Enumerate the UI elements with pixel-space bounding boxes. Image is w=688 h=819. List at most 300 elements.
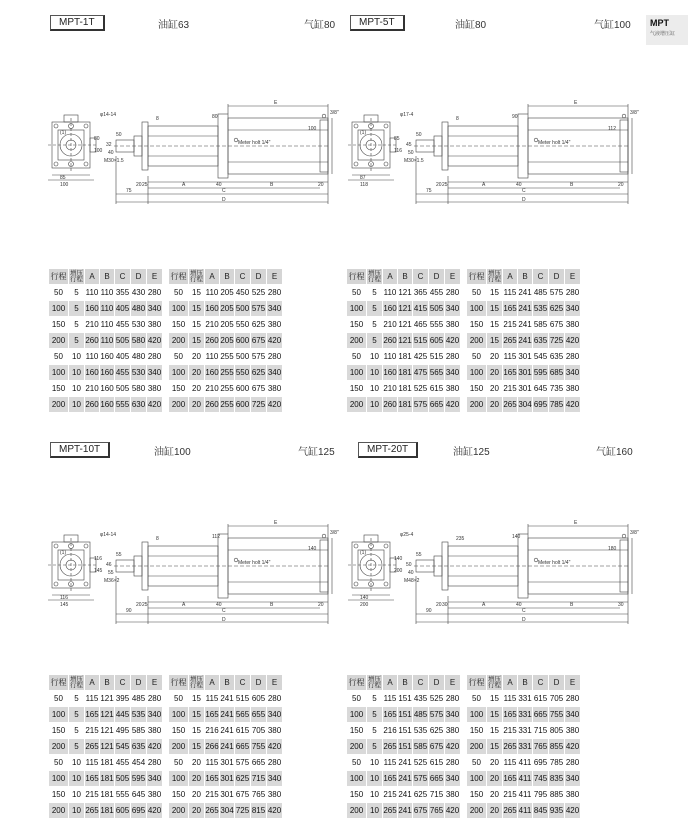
table-cell: 210 [205,317,220,333]
table-cell: 430 [131,285,147,301]
table-cell: 280 [445,691,461,707]
table-cell: 200 [347,333,367,349]
col-header-e: E [267,675,283,691]
col-header-e: E [147,269,163,285]
table-cell: 625 [235,771,251,787]
table-cell: 20 [487,365,503,381]
table-cell: 20 [189,381,205,397]
table-cell: 50 [347,285,367,301]
table-cell: 420 [267,397,283,413]
dim-tab: 55 [416,552,422,558]
dim-d2: 55 [108,570,114,576]
table-cell: 50 [49,691,69,707]
table-cell: 50 [49,349,69,365]
table-cell: 115 [503,349,518,365]
mount-hole-spec: φ14-14 [100,112,117,118]
table-cell: 695 [131,803,147,819]
dim-width-inner: 116 [60,595,68,601]
table-cell: 340 [445,771,461,787]
table-cell: 420 [445,333,461,349]
table-cell: 585 [413,739,429,755]
table-cell: 100 [49,771,69,787]
table-row [49,691,283,707]
table-cell: 50 [169,755,189,771]
table-cell: 181 [100,755,115,771]
table-cell: 340 [445,301,461,317]
table-row [347,333,581,349]
table-row [347,381,581,397]
table-cell: 15 [487,723,503,739]
table-cell: 380 [565,723,581,739]
table-cell: 635 [131,739,147,755]
table-cell: 605 [115,803,131,819]
dim-h2: 140 [512,534,521,540]
table-cell: 585 [533,317,549,333]
cap-label: (1) [360,130,367,136]
table-cell: 380 [267,723,283,739]
table-cell: 635 [533,333,549,349]
dim-square-outer: 116 [394,148,402,154]
dim-tab: 55 [116,552,122,558]
col-header-a: A [383,675,398,691]
table-cell: 265 [205,803,220,819]
table-cell: 150 [467,317,487,333]
dim-square-outer: 100 [94,148,103,154]
table-cell: 150 [169,787,189,803]
table-cell: 181 [398,365,413,381]
table-cell: 50 [169,349,189,365]
table-cell: 150 [49,723,69,739]
table-cell: 150 [169,317,189,333]
table-cell: 215 [85,787,100,803]
table-cell: 110 [100,285,115,301]
table-cell: 160 [383,365,398,381]
meter-hole: Meter holt 1/4" [238,560,271,566]
table-cell: 575 [235,755,251,771]
col-header-b: B [518,269,533,285]
table-cell: 420 [267,333,283,349]
table-cell: 100 [169,365,189,381]
table-cell: 301 [518,365,533,381]
table-row [347,707,581,723]
table-cell: 110 [100,317,115,333]
table-cell: 485 [413,707,429,723]
col-header-stroke: 行程 [347,269,367,285]
table-cell: 241 [518,333,533,349]
col-header-stroke: 行程 [467,269,487,285]
table-cell: 15 [487,333,503,349]
oil-cylinder-spec: 油缸80 [455,20,487,31]
table-cell: 465 [413,317,429,333]
table-cell: 635 [549,349,565,365]
table-cell: 815 [251,803,267,819]
table-cell: 411 [518,787,533,803]
table-cell: 10 [69,349,85,365]
table-cell: 565 [429,365,445,381]
header-boost-line1: 增压 [488,269,501,277]
col-header-e: E [445,675,461,691]
table-cell: 10 [69,803,85,819]
dim-mid: 40 [216,182,222,188]
table-cell: 331 [518,707,533,723]
table-cell: 260 [383,333,398,349]
table-cell: 241 [398,771,413,787]
table-cell: 420 [565,397,581,413]
table-cell: 165 [383,771,398,787]
air-cylinder-spec: 气缸100 [594,20,631,31]
table-cell: 200 [467,803,487,819]
header-boost-line1: 增压 [488,675,501,683]
col-header-e: E [147,675,163,691]
dim-A: A [482,602,486,608]
dim-end: 20 [318,602,324,608]
header-boost-line1: 增压 [368,269,381,277]
table-cell: 625 [429,723,445,739]
meter-hole: Meter holt 1/4" [538,140,571,146]
air-cylinder-spec: 气缸160 [596,447,633,458]
table-cell: 100 [49,301,69,317]
col-header-c: C [235,269,251,285]
side-tag-subtitle: 气液增压缸 [650,31,676,37]
table-cell: 151 [398,691,413,707]
table-cell: 340 [267,301,283,317]
col-header-boost-stroke [189,675,205,691]
table-cell: 645 [533,381,549,397]
table-cell: 525 [251,285,267,301]
table-cell: 405 [115,349,131,365]
table-cell: 241 [518,317,533,333]
spec-table [346,268,581,413]
dim-flange2: 25 [142,602,148,608]
table-cell: 340 [147,771,163,787]
table-cell: 5 [69,691,85,707]
dim-square-inner: 116 [94,556,102,562]
dim-d2: 40 [108,150,114,156]
table-row [347,301,581,317]
table-cell: 331 [518,723,533,739]
table-cell: 150 [467,787,487,803]
col-header-c: C [115,269,131,285]
col-header-stroke: 行程 [169,269,189,285]
table-cell: 625 [251,365,267,381]
table-cell: 200 [49,333,69,349]
table-cell: 505 [115,381,131,397]
table-row [347,723,581,739]
header-boost-line2: 行程 [488,275,501,283]
table-cell: 530 [131,317,147,333]
header-boost-line1: 增压 [190,675,203,683]
dim-flange1: 20 [136,182,142,188]
table-cell: 575 [549,285,565,301]
table-cell: 515 [413,333,429,349]
table-cell: 110 [85,349,100,365]
table-cell: 160 [383,301,398,317]
table-cell: 151 [398,723,413,739]
table-cell: 545 [115,739,131,755]
table-cell: 205 [220,285,235,301]
table-cell: 15 [189,707,205,723]
side-tag [646,15,688,45]
table-cell: 150 [347,381,367,397]
table-cell: 555 [115,787,131,803]
table-cell: 200 [169,333,189,349]
col-header-e: E [565,269,581,285]
dim-C: C [222,188,226,194]
table-cell: 725 [251,397,267,413]
dim-D: D [222,617,226,623]
table-cell: 205 [220,333,235,349]
table-cell: 10 [367,381,383,397]
table-cell: 705 [549,691,565,707]
table-cell: 280 [565,691,581,707]
table-cell: 15 [189,317,205,333]
col-header-a: A [503,675,518,691]
table-cell: 150 [347,317,367,333]
table-cell: 715 [251,771,267,787]
table-cell: 20 [487,349,503,365]
table-cell: 525 [413,755,429,771]
table-cell: 411 [518,803,533,819]
table-cell: 10 [69,397,85,413]
table-cell: 216 [383,723,398,739]
table-cell: 665 [533,707,549,723]
table-cell: 150 [347,787,367,803]
col-header-a: A [205,675,220,691]
port-size: 3/8" [630,530,639,536]
table-cell: 280 [267,349,283,365]
table-cell: 20 [487,803,503,819]
table-cell: 150 [49,317,69,333]
dim-h2: 112 [212,534,220,540]
table-cell: 411 [518,755,533,771]
dim-h3: 8 [156,536,159,542]
table-cell: 505 [429,301,445,317]
air-cylinder-spec: 气缸125 [298,447,335,458]
table-cell: 695 [533,397,549,413]
table-cell: 5 [367,285,383,301]
dim-width-inner: 140 [360,595,369,601]
table-cell: 241 [518,301,533,317]
dim-C: C [522,188,526,194]
table-cell: 160 [100,349,115,365]
header-boost-line2: 行程 [190,275,203,283]
table-cell: 515 [235,691,251,707]
table-cell: 10 [367,803,383,819]
dim-height: 140 [308,546,317,552]
header-boost-line1: 增压 [190,269,203,277]
table-cell: 675 [429,739,445,755]
col-header-b: B [398,675,413,691]
table-cell: 340 [565,301,581,317]
col-header-a: A [503,269,518,285]
table-cell: 455 [115,317,131,333]
table-row [347,771,581,787]
dim-square-inner: 85 [394,136,400,142]
table-cell: 535 [413,723,429,739]
table-row [49,723,283,739]
dim-height: 100 [308,126,317,132]
col-header-d: D [131,269,147,285]
table-cell: 715 [533,723,549,739]
dim-h3: 8 [456,116,459,122]
col-header-c: C [235,675,251,691]
table-cell: 725 [235,803,251,819]
port-size: 3/8" [630,110,639,116]
table-cell: 550 [235,317,251,333]
col-header-b: B [518,675,533,691]
table-cell: 241 [220,691,235,707]
table-cell: 100 [467,365,487,381]
table-cell: 395 [115,691,131,707]
table-cell: 115 [205,691,220,707]
table-cell: 605 [429,333,445,349]
table-cell: 241 [220,707,235,723]
dim-A: A [182,182,186,188]
table-row [49,285,283,301]
dim-d1: 50 [406,562,412,568]
table-cell: 10 [69,755,85,771]
table-row [49,771,283,787]
table-cell: 340 [565,365,581,381]
table-cell: 615 [235,723,251,739]
table-cell: 216 [205,723,220,739]
table-cell: 121 [100,691,115,707]
table-cell: 165 [205,707,220,723]
cylinder-drawing [344,100,639,212]
table-cell: 255 [220,381,235,397]
dim-width-outer: 100 [60,182,69,188]
table-cell: 15 [487,301,503,317]
table-cell: 420 [147,397,163,413]
table-cell: 200 [49,739,69,755]
table-cell: 765 [251,787,267,803]
table-cell: 380 [267,317,283,333]
table-cell: 304 [518,397,533,413]
dim-B: B [270,602,274,608]
dim-mid: 40 [516,602,522,608]
table-row [347,739,581,755]
table-cell: 100 [347,771,367,787]
table-cell: 20 [487,787,503,803]
model-label: MPT-10T [50,442,110,458]
header-boost-line2: 行程 [70,681,83,689]
table-cell: 181 [100,771,115,787]
table-cell: 725 [549,333,565,349]
table-cell: 260 [85,397,100,413]
dim-D: D [522,197,526,203]
table-cell: 5 [367,301,383,317]
table-cell: 380 [445,381,461,397]
table-row [347,285,581,301]
table-cell: 580 [131,333,147,349]
meter-hole: Meter holt 1/4" [238,140,271,146]
dim-width-inner: 87 [360,175,366,181]
table-cell: 625 [413,787,429,803]
table-row [347,365,581,381]
table-cell: 15 [487,691,503,707]
table-cell: 115 [503,691,518,707]
table-cell: 115 [205,755,220,771]
table-cell: 121 [100,723,115,739]
col-header-boost-stroke [69,675,85,691]
table-cell: 605 [251,691,267,707]
table-row [347,755,581,771]
table-row [347,317,581,333]
col-header-stroke: 行程 [467,675,487,691]
col-header-stroke: 行程 [49,675,69,691]
table-cell: 555 [429,317,445,333]
dim-square-inner: 140 [394,556,403,562]
table-cell: 5 [367,723,383,739]
dim-flange1: 20 [436,602,442,608]
table-row [49,301,283,317]
table-cell: 340 [565,771,581,787]
cap-label: (1) [60,550,67,556]
table-cell: 655 [251,707,267,723]
table-cell: 280 [565,755,581,771]
table-cell: 200 [347,803,367,819]
cylinder-drawing [44,520,339,632]
col-header-c: C [413,269,429,285]
table-cell: 615 [429,755,445,771]
col-header-e: E [565,675,581,691]
table-cell: 765 [533,739,549,755]
table-cell: 20 [189,787,205,803]
port-size: 3/8" [330,110,339,116]
table-cell: 665 [429,771,445,787]
table-cell: 340 [147,301,163,317]
table-cell: 20 [189,803,205,819]
col-header-d: D [131,675,147,691]
col-header-boost-stroke [69,269,85,285]
table-cell: 625 [549,301,565,317]
table-cell: 20 [487,755,503,771]
table-cell: 450 [235,285,251,301]
table-cell: 405 [115,301,131,317]
table-cell: 5 [367,739,383,755]
table-cell: 280 [147,755,163,771]
table-cell: 10 [367,365,383,381]
table-cell: 15 [189,301,205,317]
table-cell: 50 [467,691,487,707]
cap-label: (1) [360,550,367,556]
table-cell: 20 [189,397,205,413]
table-cell: 150 [467,381,487,397]
table-cell: 110 [383,285,398,301]
table-cell: 420 [147,333,163,349]
oil-cylinder-spec: 油缸63 [158,20,190,31]
dim-d1: 45 [406,142,412,148]
table-cell: 121 [398,301,413,317]
col-header-b: B [220,269,235,285]
table-cell: 785 [549,397,565,413]
table-cell: 805 [549,723,565,739]
table-cell: 181 [398,397,413,413]
table-cell: 20 [487,381,503,397]
rod-thread: M30×1.5 [404,158,424,164]
model-label: MPT-20T [358,442,418,458]
table-cell: 15 [189,723,205,739]
table-cell: 260 [383,397,398,413]
table-cell: 200 [169,803,189,819]
table-cell: 480 [131,301,147,317]
header-boost-line1: 增压 [70,269,83,277]
table-cell: 100 [49,707,69,723]
col-header-b: B [398,269,413,285]
table-cell: 550 [235,365,251,381]
table-cell: 500 [235,349,251,365]
table-cell: 411 [518,771,533,787]
